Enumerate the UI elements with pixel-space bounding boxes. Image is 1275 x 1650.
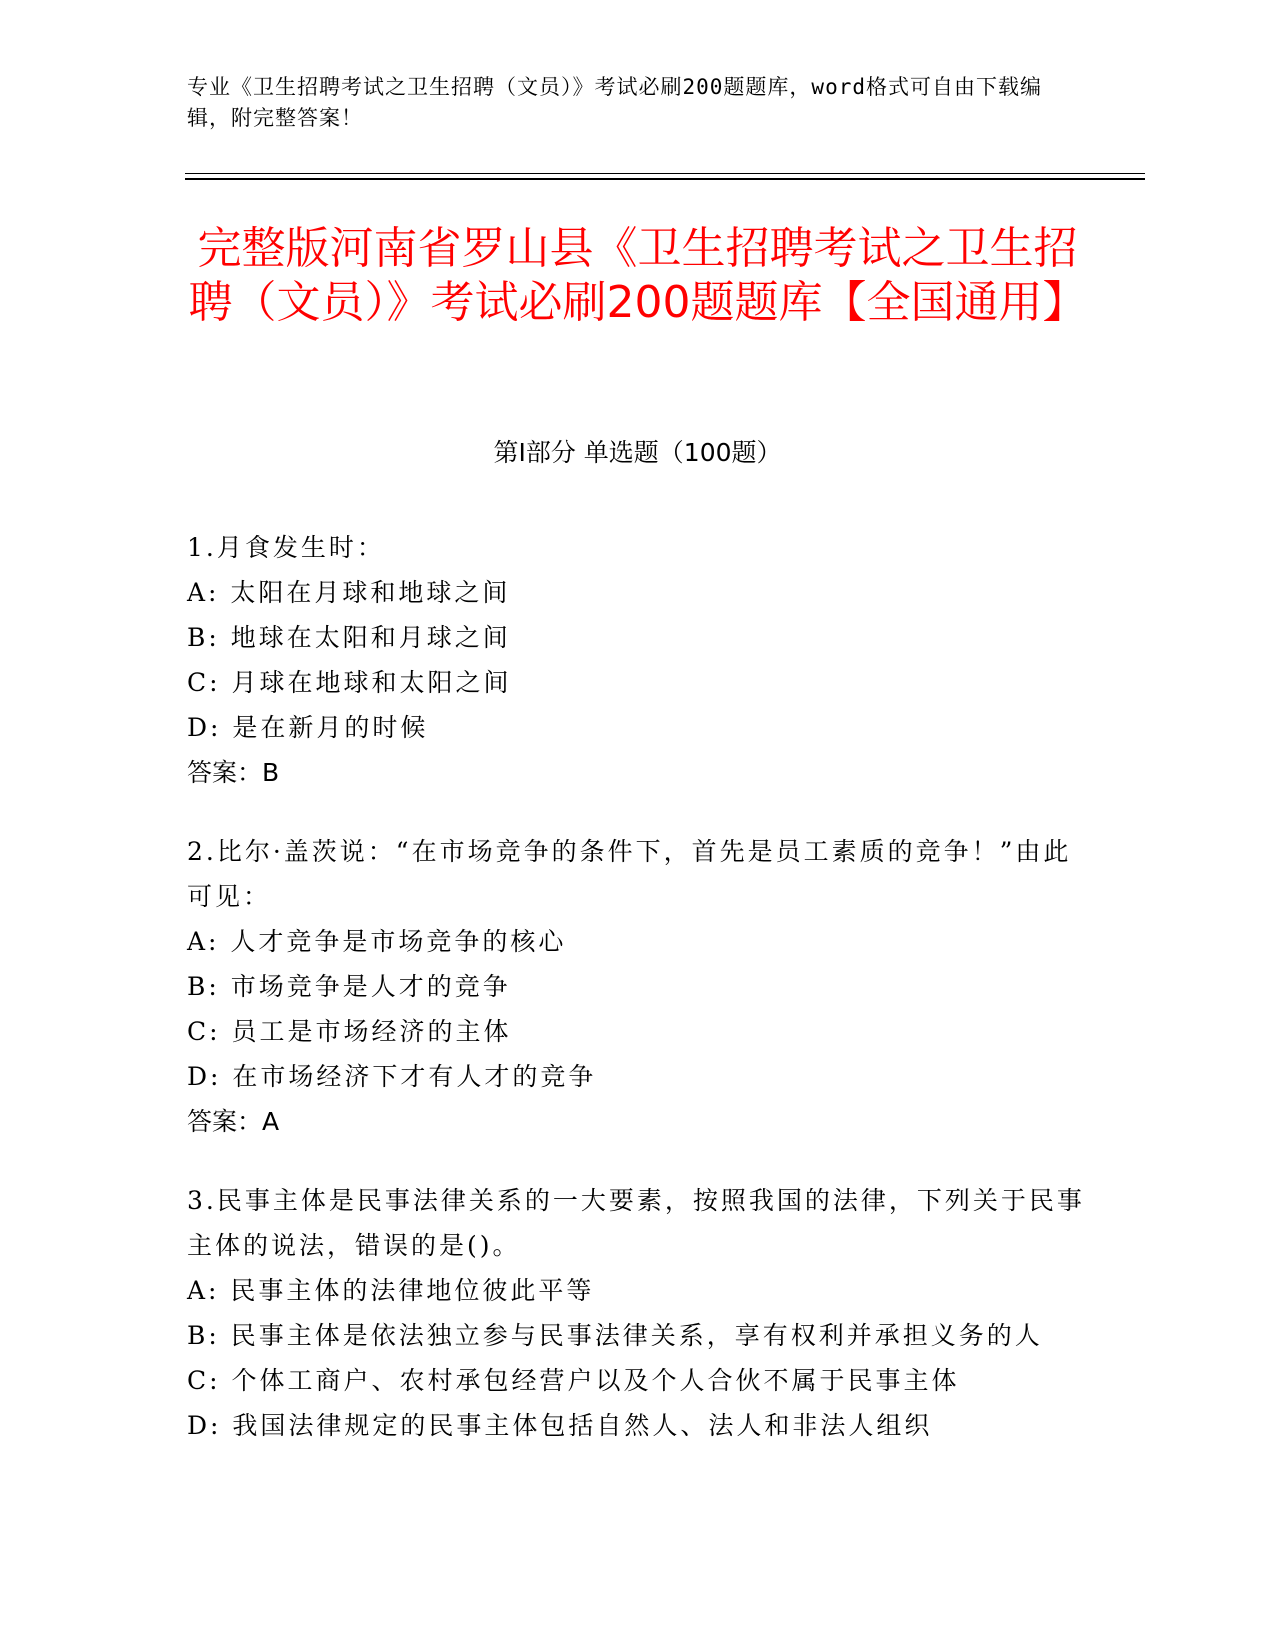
question-item — [187, 829, 1087, 1144]
document-title: 完整版河南省罗山县《卫生招聘考试之卫生招聘（文员）》考试必刷200题题库【全国通用】 — [188, 223, 1087, 328]
answer-line: 答案：A — [187, 1107, 280, 1136]
option-d: D: 是在新月的时候 — [187, 713, 429, 742]
option-c: C: 月球在地球和太阳之间 — [187, 668, 512, 697]
option-c: C: 个体工商户、农村承包经营户以及个人合伙不属于民事主体 — [187, 1366, 960, 1395]
option-b: B: 市场竞争是人才的竞争 — [187, 972, 511, 1001]
option-c: C: 员工是市场经济的主体 — [187, 1017, 512, 1046]
option-a: A: 人才竞争是市场竞争的核心 — [187, 927, 567, 956]
question-text: 1.月食发生时： — [187, 533, 385, 562]
option-d: D: 在市场经济下才有人才的竞争 — [187, 1062, 597, 1091]
answer-line: 答案：B — [187, 758, 280, 787]
header-divider-thick — [185, 178, 1145, 180]
option-b: B: 地球在太阳和月球之间 — [187, 623, 511, 652]
section-heading: 第I部分 单选题（100题） — [493, 438, 782, 467]
question-item — [187, 525, 1087, 795]
question-text: 2.比尔·盖茨说：“在市场竞争的条件下，首先是员工素质的竞争！”由此可见： — [187, 837, 1072, 911]
option-d: D: 我国法律规定的民事主体包括自然人、法人和非法人组织 — [187, 1411, 933, 1440]
question-list — [187, 525, 1087, 1482]
question-item — [187, 1178, 1087, 1448]
option-a: A: 太阳在月球和地球之间 — [187, 578, 511, 607]
header-divider-thin — [185, 173, 1145, 174]
page-header: 专业《卫生招聘考试之卫生招聘（文员）》考试必刷200题题库，word格式可自由下载编辑，附完整答案！ — [187, 75, 1042, 130]
option-b: B: 民事主体是依法独立参与民事法律关系，享有权利并承担义务的人 — [187, 1321, 1043, 1350]
question-text: 3.民事主体是民事法律关系的一大要素，按照我国的法律，下列关于民事主体的说法，错误的是()。 — [187, 1186, 1085, 1260]
option-a: A: 民事主体的法律地位彼此平等 — [187, 1276, 595, 1305]
